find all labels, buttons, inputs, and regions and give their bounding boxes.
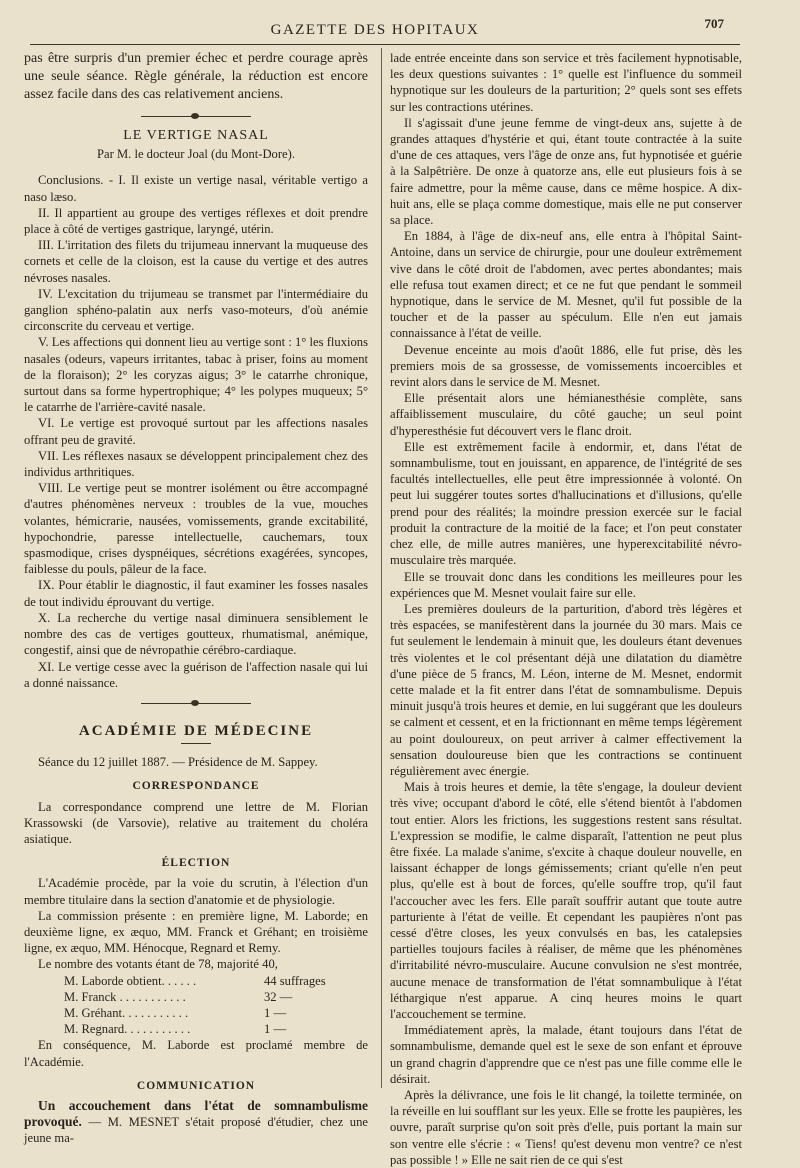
article-paragraph: Les premières douleurs de la parturition, d'abord très légères et très espacées, se manifestèrent dans la journée du 30 mars. Mais ce fut seulement le lendemain à minuit que, les douleurs étant devenues très violentes et le col présentant déjà une dilatation du diamètre d'une pièce de 5 francs, M. Léon, interne de M. Mesnet, endormit cette malade et la fit entrer dans l'état de somnambulisme. Depuis minuit jusqu'à trois heures et demie, en lui suggérant que les douleurs se calment et cessent, et en la frictionnant en même temps légèrement au point douloureux, on peut arriver à calmer effectivement la sensation douloureuse bien que les contractions se continuent régulièrement avec énergie. bbox=[390, 601, 742, 778]
page-header bbox=[0, 0, 800, 44]
right-column bbox=[390, 50, 742, 1168]
column-divider bbox=[381, 48, 382, 1088]
article-paragraph: En 1884, à l'âge de dix-neuf ans, elle entra à l'hôpital Saint-Antoine, dans un service de chirurgie, pour une douleur extrêmement vive dans le côté droit de l'abdomen, avec pertes abondantes; mais elle refusa tout examen direct; et ce ne fut que pendant le sommeil hypnotique, dans le service de M. Mesnet, qu'il fut possible de la toucher et de la passer au spéculum. Elle n'en eut jamais connaissance à l'état de veille. bbox=[390, 229, 742, 341]
vertige-paragraph: XI. Le vertige cesse avec la guérison de l'affection nasale qui lui a donné naissance. bbox=[24, 659, 368, 690]
article-paragraph: Elle présentait alors une hémianesthésie complète, sans affaiblissement musculaire, du côté gauche; un seul point d'hyperesthésie fut découvert vers le flanc droit. bbox=[390, 391, 742, 438]
article-paragraph: Devenue enceinte au mois d'août 1886, elle fut prise, dès les premiers mois de sa grossesse, de vomissements incoercibles et revint alors dans le service de M. Mesnet. bbox=[390, 342, 742, 390]
article-paragraph: Après la délivrance, une fois le lit changé, la toilette terminée, on la réveille en lui soufflant sur les yeux. Elle se frotte les paupières, les ouvre, paraît surprise qu'on soit près d'elle, puis portant la main sur son ventre elle s'écrie : « Tiens! qu'est devenu mon ventre? ce n'est pas possible ! » Elle ne sait rien de ce qui s'est bbox=[390, 1088, 742, 1167]
left-column bbox=[24, 50, 368, 1147]
vote-row bbox=[64, 1005, 334, 1021]
candidate-name: M. Regnard. . . . . . . . . . . bbox=[64, 1022, 191, 1037]
vertige-title: LE VERTIGE NASAL bbox=[123, 128, 269, 143]
vertige-paragraph: V. Les affections qui donnent lieu au vertige sont : 1° les fluxions nasales (odeurs, vapeurs irritantes, tabac à priser, foins au moment de la floraison); 2° les coryzas aigus; 3° le catarrhe chronique, surtout dans sa forme hypertrophique; 4° les polypes muqueux; 5° le catarrhe de l'arrière-cavité nasale. bbox=[24, 335, 368, 415]
vertige-paragraph: Conclusions. - I. Il existe un vertige nasal, véritable vertigo a naso læso. bbox=[24, 173, 368, 204]
article-paragraph: Mais à trois heures et demie, la tête s'engage, la douleur devient très vive; occupant d'abord le côté, elle s'étend bientôt à l'abdomen tout entier. Alors les frictions, les suggestions restent sans résultat. L'expression se modifie, le calme disparaît, l'attention ne peut plus être fixée. La malade s'anime, s'excite à chaque douleur nouvelle, en laissant échapper de longs gémissements; criant qu'elle n'en peut plus, qu'elle est à bout de forces, qu'elle souffre trop, qu'il faut l'accoucher avec les fers. Elle paraît souffrir autant que toute autre parturiente à l'état de veille. Et cependant les paupières n'ont pas cessé d'être closes, les yeux convulsés en bas, les catalepsies partielles toujours faciles à réaliser, de même que les phénomènes d'irritabilité névro-musculaire. Aucune convulsion ne s'est montrée, aucune menace de transformation de l'état somnambulique à l'état léthargique n'est apparue. A cinq heures moins le quart l'accouchement se termine. bbox=[390, 780, 742, 1021]
vertige-paragraph: VIII. Le vertige peut se montrer isolément ou être accompagné d'autres phénomènes nerveux : troubles de la vue, mouches volantes, hémicrarie, nausées, vomissements, grande excitabilité, hypochondrie, paresse intellectuelle, cauchemars, toux spasmodique, crises dyspnéiques, sécrétions exagérées, syncopes, faiblesse du pouls, pâleur de la face. bbox=[24, 481, 368, 577]
election-conclusion: En conséquence, M. Laborde est proclamé membre de l'Académie. bbox=[24, 1038, 368, 1069]
page-number: 707 bbox=[704, 16, 724, 31]
vertige-paragraph: III. L'irritation des filets du trijumeau innervant la muqueuse des cornets et celle de la cloison, est la cause du vertige et des autres névroses nasales. bbox=[24, 238, 368, 285]
journal-title: GAZETTE DES HOPITAUX bbox=[270, 22, 480, 38]
candidate-name: M. Franck . . . . . . . . . . . bbox=[64, 989, 186, 1004]
votants-line: Le nombre des votants étant de 78, majorité 40, bbox=[38, 957, 278, 972]
vote-count: 32 — bbox=[264, 989, 293, 1004]
article-paragraph: Immédiatement après, la malade, étant toujours dans l'état de somnambulisme, demande quel est le sexe de son enfant et éprouve un grand chagrin d'apprendre que ce n'est pas une fille comme elle le désirait. bbox=[390, 1023, 742, 1086]
title-rule bbox=[181, 743, 211, 744]
vote-count: 44 suffrages bbox=[264, 973, 326, 988]
vertige-byline: Par M. le docteur Joal (du Mont-Dore). bbox=[97, 147, 295, 162]
ornament-separator bbox=[141, 699, 251, 707]
seance-line: Séance du 12 juillet 1887. — Présidence de M. Sappey. bbox=[38, 755, 318, 770]
vertige-body bbox=[24, 172, 368, 691]
vertige-paragraph: IV. L'excitation du trijumeau se transmet par l'intermédiaire du ganglion sphéno-palatin aux nerfs vaso-moteurs, d'où anémie circonscrite du cerveau et vertige. bbox=[24, 286, 368, 334]
communication-title: Un accouchement dans l'état de somnambulisme provoqué. bbox=[24, 1097, 368, 1130]
academie-title: ACADÉMIE DE MÉDECINE bbox=[78, 722, 314, 739]
candidate-name: M. Laborde obtient. . . . . . bbox=[64, 973, 197, 988]
header-rule bbox=[30, 44, 740, 45]
vote-row bbox=[64, 973, 334, 989]
vote-count: 1 — bbox=[264, 1022, 287, 1037]
vertige-paragraph: X. La recherche du vertige nasal diminuera sensiblement le nombre des cas de vertiges goutteux, rhumatismal, anémique, congestif, ainsi que de névropathie cérébro-cardiaque. bbox=[24, 610, 368, 658]
article-paragraph: Elle se trouvait donc dans les conditions les meilleures pour les expériences que M. Mesnet voulait faire sur elle. bbox=[390, 569, 742, 600]
ornament-separator bbox=[141, 112, 251, 120]
correspondance-text: La correspondance comprend une lettre de M. Florian Krassowski (de Varsovie), relative au traitement du choléra asiatique. bbox=[24, 799, 368, 846]
communication-paragraph bbox=[24, 1098, 368, 1147]
candidate-name: M. Gréhant. . . . . . . . . . . bbox=[64, 1005, 189, 1020]
election-paragraph: L'Académie procède, par la voie du scrutin, à l'élection d'un membre titulaire dans la section d'anatomie et de physiologie. bbox=[24, 876, 368, 907]
election-paragraph: La commission présente : en première ligne, M. Laborde; en deuxième ligne, ex æquo, MM. Franck et Gréhant; en troisième ligne, ex æquo, MM. Hénocque, Regnard et Remy. bbox=[24, 908, 368, 956]
vote-count: 1 — bbox=[264, 1005, 287, 1020]
correspondance-heading: CORRESPONDANCE bbox=[132, 780, 260, 793]
vertige-paragraph: VII. Les réflexes nasaux se développent principalement chez des individus arthritiques. bbox=[24, 448, 368, 480]
vertige-paragraph: II. Il appartient au groupe des vertiges réflexes et doit prendre place à côté de vertiges gastrique, laryngé, utérin. bbox=[24, 205, 368, 237]
vote-row bbox=[64, 989, 334, 1005]
article-paragraph: Elle est extrêmement facile à endormir, et, dans l'état de somnambulisme, tout en jouissant, en apparence, de l'intégrité de ses facultés intellectuelles, elle peut être impressionnée à volonté. On peut lui suggérer toutes sortes d'hallucinations et d'illusions, qu'elle prend pour des réalités; la moindre pression exercée sur le facial produit la contracture de la moitié de la face; et l'on peut constater chez elle, de mille autres manières, une hyperexcitabilité névro-musculaire très marquée. bbox=[390, 439, 742, 568]
communication-start: — M. MESNET s'était proposé d'étudier, chez une jeune ma- bbox=[24, 1115, 368, 1146]
article-paragraph: Il s'agissait d'une jeune femme de vingt-deux ans, sujette à de grandes attaques d'hystérie et qui, étant toute contractée à la suite d'une de ces attaques, vers l'âge de onze ans, fut hypnotisée et guérie à la Salpêtrière. De onze à quatorze ans, elle eut plusieurs fois à se faire admettre, pour la même cause, dans ce même hospice. A dix-huit ans, elle se plaça comme domestique, mais elle ne put conserver sa place. bbox=[390, 115, 742, 228]
election-heading: ÉLECTION bbox=[161, 857, 231, 870]
article-paragraph: lade entrée enceinte dans son service et très facilement hypnotisable, les deux questions suivantes : 1° quelle est l'influence du sommeil hypnotique sur les douleurs de la parturition; 2° quels sont ses effets sur les contractions utérines. bbox=[390, 51, 742, 114]
vote-row bbox=[64, 1021, 334, 1037]
vertige-paragraph: VI. Le vertige est provoqué surtout par les affections nasales offrant peu de gravité. bbox=[24, 416, 368, 447]
communication-heading: COMMUNICATION bbox=[136, 1079, 256, 1092]
vote-table bbox=[24, 973, 368, 1038]
intro-paragraph: pas être surpris d'un premier échec et perdre courage après une seule séance. Règle générale, la réduction est encore assez facile dans des cas relativement anciens. bbox=[24, 51, 368, 102]
vertige-paragraph: IX. Pour établir le diagnostic, il faut examiner les fosses nasales de tout individu éprouvant du vertige. bbox=[24, 578, 368, 609]
